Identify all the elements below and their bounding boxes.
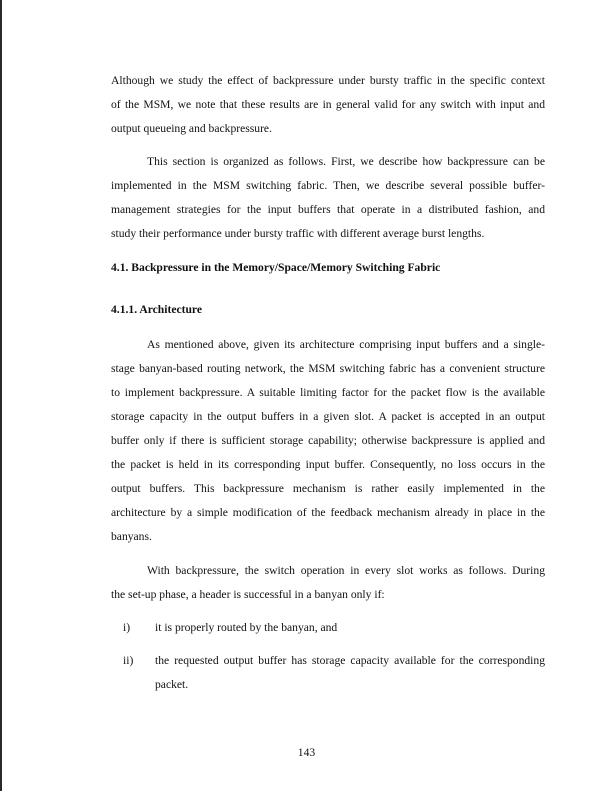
text-line: the set-up phase, a header is successful in a banyan only if: <box>111 588 385 601</box>
list-marker: ii) <box>123 654 134 667</box>
list-item-text: it is properly routed by the banyan, and <box>155 621 338 634</box>
scan-edge <box>0 0 2 791</box>
text-line: buffer only if there is sufficient storage capability; otherwise backpressure is applied and <box>111 434 545 447</box>
text-line: the packet is held in its corresponding input buffer. Consequently, no loss occurs in the <box>111 458 545 471</box>
subsection-heading: 4.1.1. Architecture <box>111 303 203 316</box>
text-line: banyans. <box>111 530 152 543</box>
text-line: output buffers. This backpressure mechanism is rather easily implemented in the <box>111 482 545 495</box>
page-number: 143 <box>297 746 316 759</box>
text-line: implemented in the MSM switching fabric. Then, we describe several possible buffer- <box>111 179 545 192</box>
text-line: study their performance under bursty traffic with different average burst lengths. <box>111 227 485 240</box>
text-line: output queueing and backpressure. <box>111 122 272 135</box>
text-line: With backpressure, the switch operation in every slot works as follows. During <box>147 564 545 577</box>
text-line: of the MSM, we note that these results are in general valid for any switch with input and <box>111 98 545 111</box>
list-item-text: packet. <box>155 678 189 691</box>
list-item-text: the requested output buffer has storage capacity available for the corresponding <box>155 654 545 667</box>
text-line: management strategies for the input buffers that operate in a distributed fashion, and <box>111 203 545 216</box>
text-line: architecture by a simple modification of the feedback mechanism already in place in the <box>111 506 545 519</box>
section-heading: 4.1. Backpressure in the Memory/Space/Memory Switching Fabric <box>111 261 441 274</box>
text-line: This section is organized as follows. First, we describe how backpressure can be <box>147 155 545 168</box>
text-line: stage banyan-based routing network, the MSM switching fabric has a convenient structure <box>111 362 545 375</box>
text-line: to implement backpressure. A suitable limiting factor for the packet flow is the available <box>111 386 545 399</box>
text-line: Although we study the effect of backpressure under bursty traffic in the specific context <box>111 74 545 87</box>
text-line: storage capacity in the output buffers in a given slot. A packet is accepted in an output <box>111 410 545 423</box>
text-line: As mentioned above, given its architecture comprising input buffers and a single- <box>147 338 545 351</box>
list-marker: i) <box>123 621 131 634</box>
